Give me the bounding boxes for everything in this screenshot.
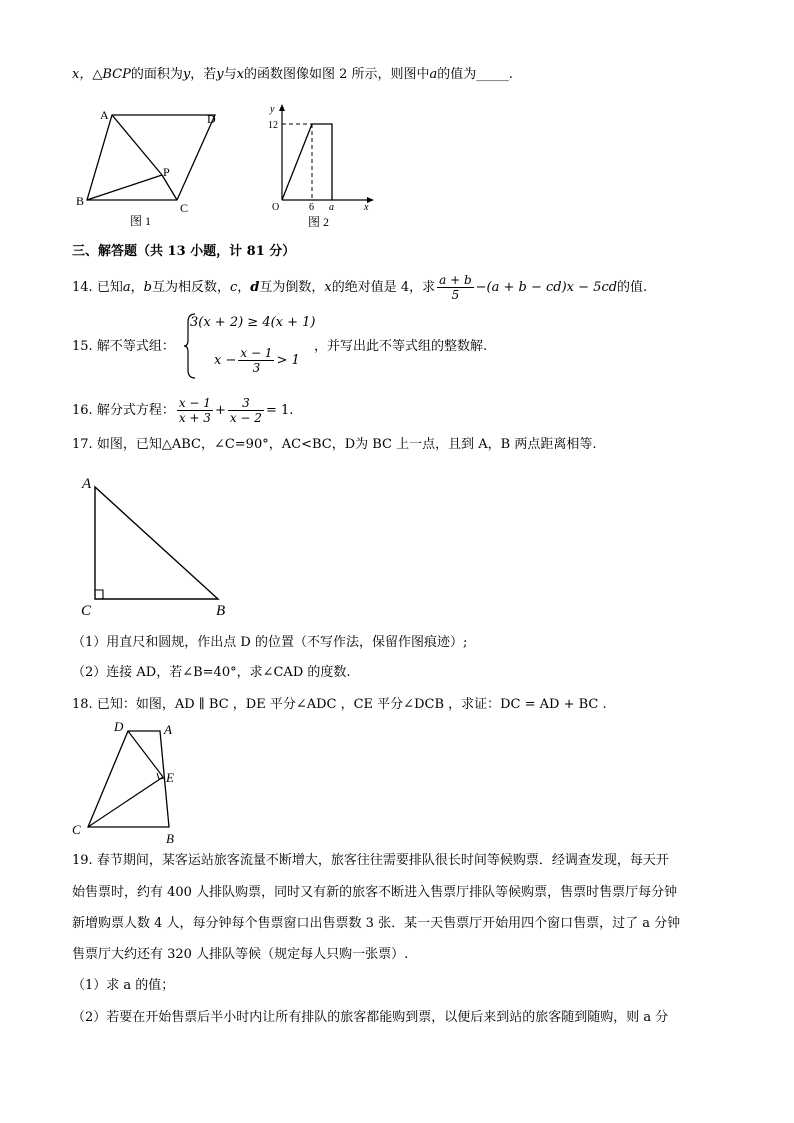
- figure-2-graph: [260, 100, 380, 230]
- question-15-label: 15. 解不等式组：: [72, 339, 175, 354]
- fig2-label-o: O: [272, 202, 280, 213]
- q18-label-d: D: [114, 719, 124, 734]
- question-19-line-2: 始售票时，约有 400 人排队购票，同时又有新的旅客不断进入售票厅排队等候购票，售票时售票厅每分钟: [72, 885, 678, 900]
- q16-fraction-2: $\frac{3}{x - 2}$: [229, 396, 262, 425]
- q17-label-b: B: [216, 603, 226, 619]
- q17-label-a: A: [82, 476, 92, 492]
- q15-instruction: ，并写出此不等式组的整数解.: [314, 339, 488, 354]
- question-19-line-1: 19. 春节期间，某客运站旅客流量不断增大，旅客往往需要排队很长时间等候购票．经调查发现，每天开: [72, 853, 669, 868]
- q18-trapezoid-figure: [68, 717, 188, 847]
- q15-inequality-1: 3(x + 2) ≥ 4(x + 1): [190, 315, 316, 330]
- fig2-label-12: 12: [268, 120, 278, 131]
- q19-sub-2: （2）若要在开始售票后半小时内让所有排队的旅客都能购到票，以便后来到站的旅客随到随购，则 a 分: [72, 1010, 669, 1025]
- q15-inequality-2: x − $\frac{x - 1}{3}$ > 1: [214, 346, 300, 375]
- q14-fraction: $\frac{a + b}{5}$: [439, 273, 472, 302]
- fig1-label-c: C: [180, 201, 189, 215]
- fig1-label-b: B: [76, 194, 85, 208]
- fig1-label-d: D: [207, 112, 216, 126]
- fig2-label-x: x: [364, 202, 369, 213]
- q15-fraction: $\frac{x - 1}{3}$: [240, 346, 273, 375]
- section-3-heading: 三、解答题（共 13 小题，计 81 分）: [72, 244, 296, 259]
- q18-label-e: E: [166, 770, 174, 785]
- q18-label-c: C: [72, 822, 81, 837]
- q17-triangle-figure: [78, 472, 243, 620]
- question-18: 18. 已知：如图，AD ∥ BC ，DE 平分∠ADC ，CE 平分∠DCB ，求证：DC = AD + BC .: [72, 697, 607, 712]
- fig2-label-y: y: [270, 104, 275, 115]
- q17-sub-2: （2）连接 AD，若∠B=40°，求∠CAD 的度数.: [72, 665, 351, 680]
- fig2-label-6: 6: [309, 202, 314, 213]
- q17-sub-1: （1）用直尺和圆规，作出点 D 的位置（不写作法，保留作图痕迹）;: [72, 635, 468, 650]
- q18-label-b: B: [166, 831, 174, 846]
- question-17: 17. 如图，已知△ABC，∠C=90°，AC<BC，D为 BC 上一点，且到 A，B 两点距离相等.: [72, 437, 597, 452]
- fig2-label-a: a: [329, 202, 334, 213]
- intro-line: x，△BCP的面积为y，若y与x的函数图像如图 2 所示，则图中a的值为_____.: [72, 67, 513, 82]
- q18-label-a: A: [164, 722, 172, 737]
- fig1-caption: 图 1: [130, 214, 152, 228]
- fig1-label-a: A: [100, 108, 109, 122]
- q16-fraction-1: $\frac{x - 1}{x + 3}$: [178, 396, 211, 425]
- question-19-line-4: 售票厅大约还有 320 人排队等候（规定每人只购一张票）.: [72, 947, 409, 962]
- fig1-label-p: P: [163, 165, 170, 179]
- fig2-caption: 图 2: [308, 215, 330, 229]
- question-19-line-3: 新增购票人数 4 人，每分钟每个售票窗口出售票数 3 张．某一天售票厅开始用四个窗口售票，过了 a 分钟: [72, 916, 681, 931]
- q17-label-c: C: [81, 603, 92, 619]
- answer-blank[interactable]: _____: [476, 67, 509, 82]
- figure-1-parallelogram: [70, 105, 230, 230]
- question-14: 14. 已知a，b互为相反数，c，d互为倒数，x的绝对值是 4，求 $\frac{a + b}{5}$ −(a + b − cd)x − 5cd的值.: [72, 273, 648, 302]
- question-16: 16. 解分式方程： $\frac{x - 1}{x + 3}$ + $\frac{3}{x - 2}$ = 1.: [72, 396, 294, 425]
- q19-sub-1: （1）求 a 的值；: [72, 978, 175, 993]
